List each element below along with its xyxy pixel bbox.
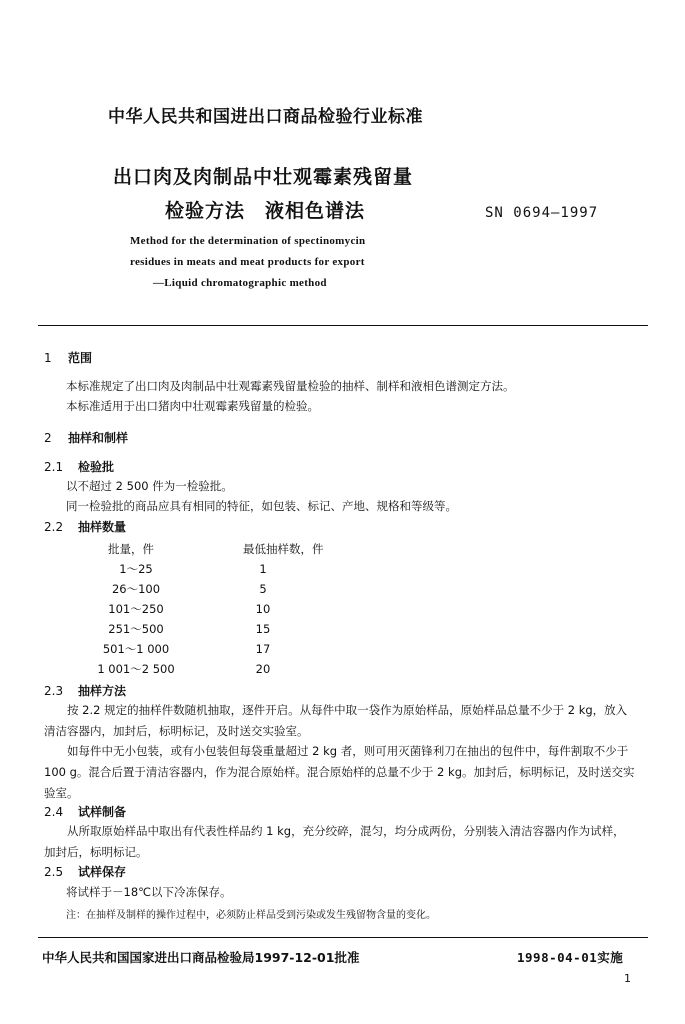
section-2-1-heading [44,458,114,475]
section-number: 2.3 [44,684,64,698]
table-cell-count: 20 [255,662,271,676]
section-title: 检验批 [78,460,115,474]
section-2-4-heading [44,803,126,820]
table-cell-range: 26～100 [111,582,161,596]
section-title: 范围 [68,351,93,365]
section-title: 试样保存 [78,865,127,879]
header-divider [38,325,648,326]
table-cell-range: 501～1 000 [102,642,170,656]
english-title-line2: residues in meats and meat products for export [130,256,365,268]
table-header-min-samples: 最低抽样数，件 [243,542,324,556]
footer-divider [38,937,648,938]
section-number: 1 [44,351,52,365]
table-cell-range: 251～500 [108,622,164,636]
section-2-3-para-1: 按 2.2 规定的抽样件数随机抽取，逐件开启。从每件中取一袋作为原始样品，原始样品总量不少于 2 kg，放入清洁容器内，加封后，标明标记，及时送交实验室。 [44,703,628,738]
doc-title-line1: 出口肉及肉制品中壮观霉素残留量 [113,166,414,188]
section-number: 2.5 [44,865,64,879]
effective-date: 1998-04-01实施 [517,950,624,965]
section-2-5-heading [44,863,126,880]
table-cell-range: 1～25 [119,562,153,576]
table-cell-count: 1 [259,562,267,576]
section-number: 2 [44,431,52,445]
section-number: 2.4 [44,805,64,819]
section-2-5-para-1: 将试样于－18℃以下冷冻保存。 [66,885,232,899]
english-title-line1: Method for the determination of spectinomycin [130,235,366,247]
page-number: 1 [624,972,631,985]
section-title: 抽样方法 [78,684,127,698]
org-title: 中华人民共和国进出口商品检验行业标准 [108,107,423,127]
section-2-3-heading [44,682,126,699]
section-2-4-para-1: 从所取原始样品中取出有代表性样品约 1 kg，充分绞碎，混匀，均分成两份，分别装入清洁容器内作为试样，加封后，标明标记。 [44,824,625,859]
table-cell-count: 15 [255,622,271,636]
table-cell-range: 1 001～2 500 [97,662,175,676]
english-title-line3: —Liquid chromatographic method [153,277,327,289]
table-cell-range: 101～250 [108,602,164,616]
doc-title-line2: 检验方法 液相色谱法 [165,200,366,222]
table-cell-count: 5 [259,582,267,596]
section-number: 2.2 [44,520,64,534]
sampling-quantity-table [96,539,363,679]
section-1-para-1: 本标准规定了出口肉及肉制品中壮观霉素残留量检验的抽样、制样和液相色谱测定方法。 [66,379,515,393]
table-row [96,659,363,679]
section-number: 2.1 [44,460,64,474]
section-title: 试样制备 [78,805,127,819]
section-2-2-heading [44,518,126,535]
table-row [96,559,363,579]
table-cell-count: 10 [255,602,271,616]
table-header-row [96,539,363,559]
section-1-para-2: 本标准适用于出口猪肉中壮观霉素残留量的检验。 [66,399,319,413]
note-text: 注：在抽样及制样的操作过程中，必须防止样品受到污染或发生残留物含量的变化。 [66,910,436,921]
table-cell-count: 17 [255,642,271,656]
section-1-heading [44,349,92,366]
section-title: 抽样和制样 [68,431,129,445]
section-2-3-para-2: 如每件中无小包装，或有小包装但每袋重量超过 2 kg 者，则可用灭菌锋利刀在抽出的包件中，每件割取不少于 100 g。混合后置于清洁容器内，作为混合原始样。混合原始样的总量不少于 2 kg。加封后，标明标记，及时送交实验室。 [44,744,635,800]
section-2-1-para-2: 同一检验批的商品应具有相同的特征，如包装、标记、产地、规格和等级等。 [66,499,457,513]
approval-text: 中华人民共和国国家进出口商品检验局1997-12-01批准 [42,950,360,965]
section-2-heading [44,429,128,446]
standard-number: SN 0694—1997 [485,205,599,221]
table-row [96,639,363,659]
table-row [96,619,363,639]
table-row [96,599,363,619]
table-header-lot-size: 批量，件 [108,542,154,556]
section-title: 抽样数量 [78,520,127,534]
section-2-1-para-1: 以不超过 2 500 件为一检验批。 [66,479,233,493]
table-row [96,579,363,599]
